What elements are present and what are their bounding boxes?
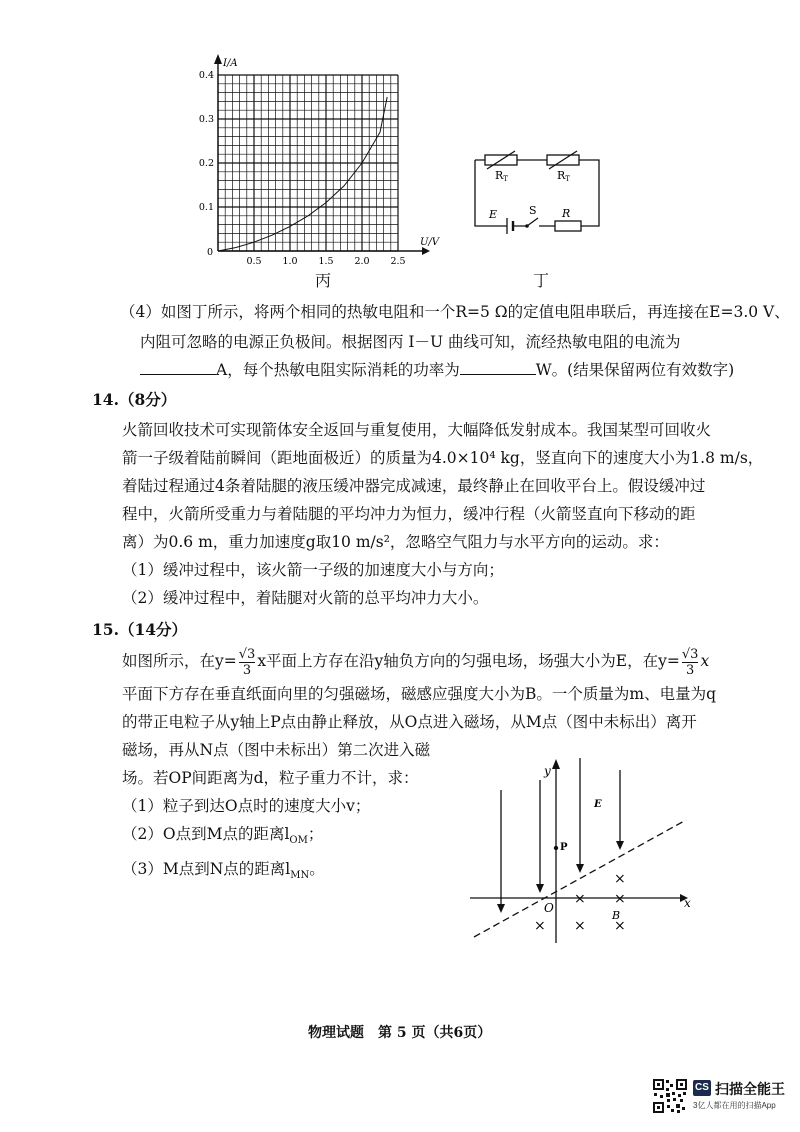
svg-text:×: × — [534, 918, 546, 934]
x-axis-label: U/V — [420, 237, 440, 248]
circuit-caption: 丁 — [533, 271, 550, 290]
thermistor-2-slash — [549, 151, 577, 169]
svg-text:×: × — [574, 891, 586, 907]
x-axis-arrow — [422, 247, 430, 255]
point-p — [554, 846, 558, 850]
svg-text:×: × — [614, 871, 626, 887]
scanner-name: 扫描全能王 — [715, 1081, 785, 1097]
b-label: B — [612, 909, 621, 922]
q15-line4: 磁场，再从N点（图中未标出）第二次进入磁 — [122, 741, 431, 759]
q15-sub3: （3）M点到N点的距离$l_{MN}$。 — [122, 860, 325, 882]
q14-sub1: （1）缓冲过程中，该火箭一子级的加速度大小与方向； — [122, 561, 504, 579]
x-tick-label: 2.0 — [354, 256, 370, 267]
q14-line: 箭一子级着陆前瞬间（距地面极近）的质量为4.0×10⁴ kg，竖直向下的速度大小为1.8 m/s， — [122, 449, 764, 467]
q14-line: 着陆过程通过4条着陆腿的液压缓冲器完成减速，最终静止在回收平台上。假设缓冲过 — [122, 477, 706, 495]
x-tick-label: 2.5 — [390, 256, 406, 267]
scanner-badge: CS — [693, 1080, 711, 1096]
scanner-tagline: 3亿人都在用的扫描App — [693, 1101, 776, 1110]
p-label: P — [560, 842, 568, 853]
resistor-r — [555, 221, 581, 231]
field-diagram — [468, 755, 708, 945]
y-axis-label: I/A — [223, 58, 238, 69]
switch-label: S — [529, 204, 537, 217]
thermistor-1-slash — [487, 151, 515, 169]
resistor-label: R — [562, 207, 571, 220]
q15-line2: 平面下方存在垂直纸面向里的匀强磁场，磁感应强度大小为B。一个质量为m、电量为q — [122, 685, 717, 703]
q13-part4-line1: （4）如图丁所示，将两个相同的热敏电阻和一个R=5 Ω的定值电阻串联后，再连接在E=3.0 V、 — [120, 303, 790, 321]
q14-line: 火箭回收技术可实现箭体安全返回与重复使用，大幅降低发射成本。我国某型可回收火 — [122, 421, 712, 439]
field-arrow — [497, 904, 505, 913]
q14-line: 程中，火箭所受重力与着陆腿的平均冲力为恒力，缓冲行程（火箭竖直向下移动的距 — [122, 505, 696, 523]
switch-blade — [527, 218, 538, 226]
q15-heading: 15.（14分） — [92, 620, 188, 639]
q14-sub2: （2）缓冲过程中，着陆腿对火箭的总平均冲力大小。 — [122, 589, 489, 607]
answer-blank-power[interactable] — [460, 358, 536, 375]
y-tick-label: 0.3 — [198, 114, 214, 125]
svg-text:×: × — [574, 918, 586, 934]
field-arrow — [576, 864, 584, 873]
q13-part4-line2: 内阻可忽略的电源正负极间。根据图丙 I－U 曲线可知，流经热敏电阻的电流为 — [140, 333, 681, 351]
chart-grid — [218, 75, 398, 251]
q13-part4-line3: A，每个热敏电阻实际消耗的功率为 W。(结果保留两位有效数字) — [140, 356, 734, 384]
svg-text:×: × — [614, 918, 626, 934]
e-label: E — [594, 799, 602, 810]
iu-curve-chart — [190, 52, 450, 292]
emf-label: E — [489, 208, 498, 221]
x-tick-label: 1.5 — [318, 256, 334, 267]
y-tick-label: 0.4 — [198, 70, 214, 81]
q14-line: 离）为0.6 m，重力加速度g取10 m/s²，忽略空气阻力与水平方向的运动。求： — [122, 533, 669, 551]
q15-sub2: （2）O点到M点的距离$l_{OM}$； — [122, 825, 324, 847]
q14-body — [122, 416, 763, 612]
q15-sub1: （1）粒子到达O点时的速度大小v； — [122, 797, 371, 815]
y-axis-arrow — [552, 759, 560, 769]
svg-text:×: × — [614, 891, 626, 907]
chart-caption: 丙 — [315, 271, 332, 290]
q15-line1: 如图所示，在y= $\frac{√3}{3}$ x平面上方存在沿y轴负方向的匀强电场，场强大小为E，在y= $\frac{√3}{3}$ x — [122, 646, 710, 678]
answer-blank-current[interactable] — [140, 358, 216, 375]
switch-contact — [525, 224, 529, 228]
circuit-diagram — [465, 148, 615, 248]
qr-code-icon — [652, 1078, 688, 1114]
page-footer: 物理试题 第 5 页（共6页） — [308, 1025, 492, 1041]
field-arrow — [616, 841, 624, 850]
x-tick-label: 0.5 — [246, 256, 262, 267]
q15-line5: 场。若OP间距离为d，粒子重力不计，求： — [122, 769, 419, 787]
y-tick-label: 0.1 — [198, 202, 214, 213]
y-axis-arrow — [214, 54, 222, 64]
rt2-label: RT — [557, 169, 570, 183]
y-tick-label: 0.2 — [198, 158, 214, 169]
x-label: x — [684, 896, 691, 910]
field-arrow — [536, 884, 544, 893]
x-tick-label: 1.0 — [282, 256, 298, 267]
y-label: y — [544, 764, 551, 778]
q15-line3: 的带正电粒子从y轴上P点由静止释放，从O点进入磁场，从M点（图中未标出）离开 — [122, 713, 697, 731]
o-label: O — [544, 901, 554, 915]
origin-label: 0 — [207, 247, 214, 258]
q14-heading: 14.（8分） — [92, 390, 177, 409]
rt1-label: RT — [495, 169, 508, 183]
